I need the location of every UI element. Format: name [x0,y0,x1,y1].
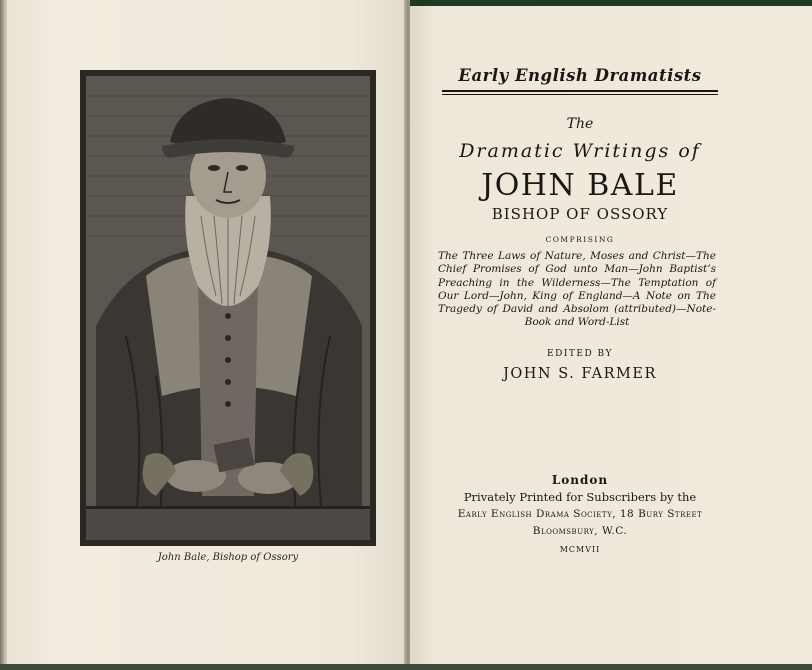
comprising-label: COMPRISING [545,235,615,244]
editor-name: JOHN S. FARMER [503,366,657,382]
right-page [410,0,812,664]
imprint-place: London [551,473,609,487]
contents-list: The Three Laws of Nature, Moses and Christ—The Chief Promises of God unto Man—John Baptist’s Preaching in the Wilderness—The Temptation of Our Lord—John, King of England—A Note on The Tragedy of David and Absolom (attributed)—Note-Book and Word-List [438,250,716,329]
portrait-engraving-icon [86,76,370,540]
frontispiece-caption: John Bale, Bishop of Ossory [157,552,299,563]
bottom-edge [0,664,812,670]
edited-by-label: EDITED BY [547,349,613,359]
series-title: Early English Dramatists [458,66,702,85]
frontispiece-portrait [80,70,376,546]
cover-edge [410,0,812,6]
author-name: JOHN BALE [481,168,679,203]
imprint-line-1: Privately Printed for Subscribers by the [463,490,697,504]
imprint-line-2: Early English Drama Society, 18 Bury Street [457,508,703,520]
series-rule-thin [442,94,718,95]
title-article: The [566,116,594,132]
title-main: Dramatic Writings of [459,140,701,162]
imprint-line-3: Bloomsbury, W.C. [532,525,628,537]
imprint-year: MCMVII [559,545,601,554]
series-rule [442,90,718,92]
author-title: BISHOP OF OSSORY [491,205,669,223]
